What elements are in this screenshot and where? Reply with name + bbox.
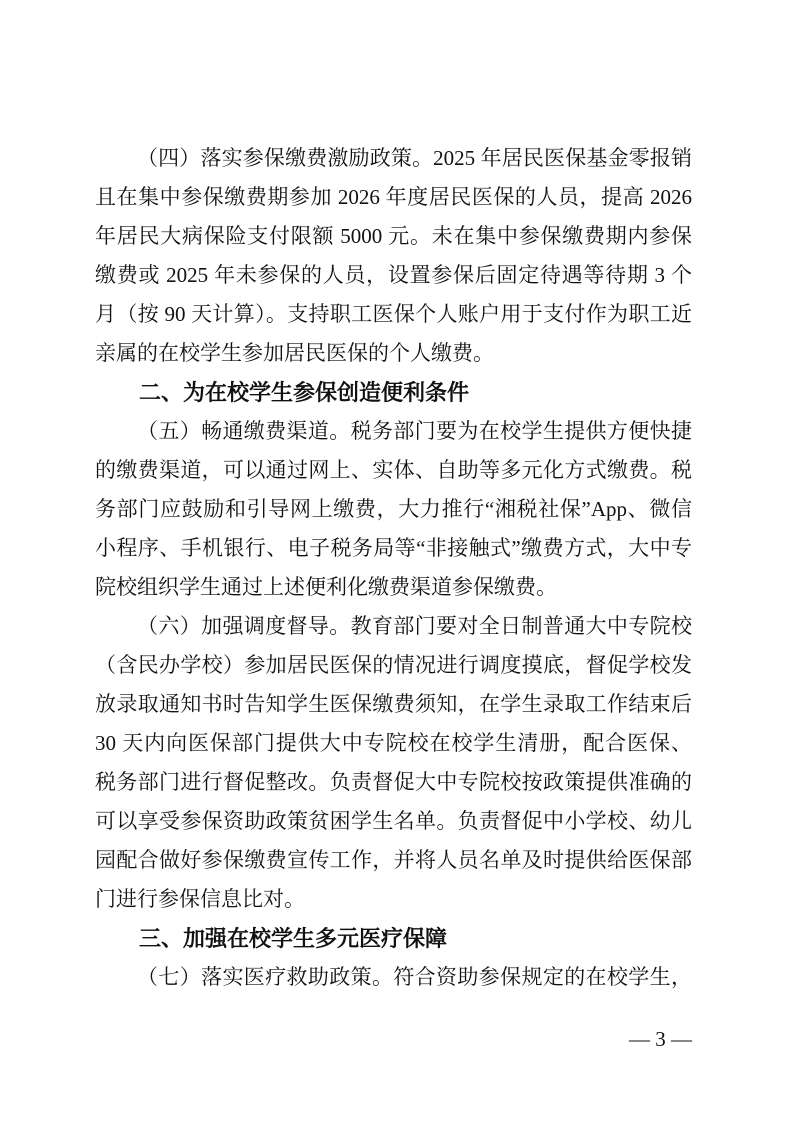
text-line: 小程序、手机银行、电子税务局等“非接触式”缴费方式，大中专: [95, 536, 692, 560]
document-body: [95, 139, 692, 997]
text-line: （七）落实医疗救助政策。符合资助参保规定的在校学生，: [137, 965, 692, 989]
text-line: 30 天内向医保部门提供大中专院校在校学生清册，配合医保、: [95, 731, 692, 755]
text-line: 放录取通知书时告知学生医保缴费须知，在学生录取工作结束后: [95, 692, 692, 716]
page-number: — 3 —: [629, 1027, 692, 1051]
text-line: （五）畅通缴费渠道。税务部门要为在校学生提供方便快捷: [137, 419, 692, 443]
section-heading: 二、为在校学生参保创造便利条件: [139, 380, 470, 405]
text-line: 院校组织学生通过上述便利化缴费渠道参保缴费。: [95, 575, 557, 599]
text-line: 务部门应鼓励和引导网上缴费，大力推行“湘税社保”App、微信: [95, 497, 692, 521]
text-line: 门进行参保信息比对。: [95, 887, 305, 911]
text-line: （四）落实参保缴费激励政策。2025 年居民医保基金零报销: [137, 146, 692, 170]
text-line: 的缴费渠道，可以通过网上、实体、自助等多元化方式缴费。税: [95, 458, 692, 482]
text-line: 可以享受参保资助政策贫困学生名单。负责督促中小学校、幼儿: [95, 809, 692, 833]
text-line: 年居民大病保险支付限额 5000 元。未在集中参保缴费期内参保: [95, 224, 692, 248]
text-line: （六）加强调度督导。教育部门要对全日制普通大中专院校: [137, 614, 692, 638]
text-line: 园配合做好参保缴费宣传工作，并将人员名单及时提供给医保部: [95, 848, 692, 872]
text-line: 月（按 90 天计算）。支持职工医保个人账户用于支付作为职工近: [95, 302, 692, 326]
text-line: 且在集中参保缴费期参加 2026 年度居民医保的人员，提高 2026: [95, 185, 692, 209]
text-line: 税务部门进行督促整改。负责督促大中专院校按政策提供准确的: [95, 770, 692, 794]
text-line: 亲属的在校学生参加居民医保的个人缴费。: [95, 341, 494, 365]
section-heading: 三、加强在校学生多元医疗保障: [139, 926, 448, 951]
text-line: 缴费或 2025 年未参保的人员，设置参保后固定待遇等待期 3 个: [95, 263, 692, 287]
text-line: （含民办学校）参加居民医保的情况进行调度摸底，督促学校发: [95, 653, 692, 677]
